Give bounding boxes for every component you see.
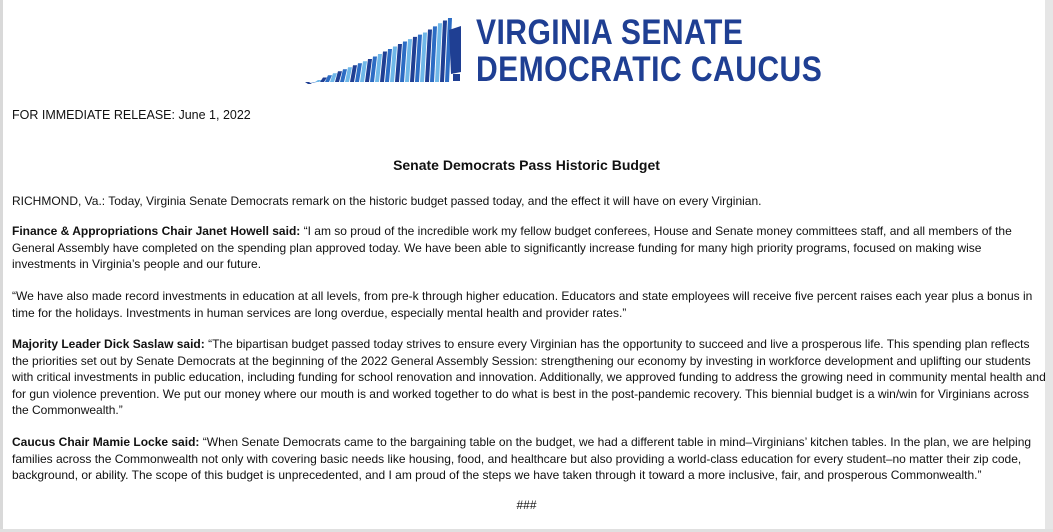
- howell-quote-text: “I am so proud of the incredible work my fellow budget conferees, House and Senate money committees staff, and all members of the General Assembly have completed on the spending plan approved today. We have been able to significantly increase funding for many high priority programs, focused on making wise investments in Virginia’s people and our future.: [12, 224, 1012, 271]
- headline: Senate Democrats Pass Historic Budget: [393, 157, 660, 173]
- logo-stripe: [305, 82, 312, 84]
- intro-paragraph: RICHMOND, Va.: Today, Virginia Senate Democrats remark on the historic budget passed today, and the effect it will have on every Virginian.: [12, 194, 762, 208]
- release-date-line: FOR IMMEDIATE RELEASE: June 1, 2022: [12, 108, 251, 122]
- logo-line-2: DEMOCRATIC CAUCUS: [476, 50, 823, 89]
- speaker-locke: Caucus Chair Mamie Locke said:: [12, 435, 200, 449]
- speaker-howell: Finance & Appropriations Chair Janet Howell said:: [12, 224, 301, 238]
- locke-quote-text: “When Senate Democrats came to the bargaining table on the budget, we had a different table in mind–Virginians’ kitchen tables. In the plan, we are helping families across the Commonwealth not only with covering basic needs like housing, food, and healthcare but also providing a world-class education for every student–no matter their zip code, background, or ability. The scope of this budget is unprecedented, and I am proud of the steps we have taken through it toward a more inclusive, fair, and prosperous Commonwealth.”: [12, 435, 1032, 482]
- howell-quote: [12, 223, 1047, 273]
- virginia-state-outline-icon: [303, 8, 473, 88]
- logo-wordmark: [476, 14, 822, 88]
- window-border-left: [0, 0, 3, 532]
- logo-stripe: [310, 82, 317, 83]
- caucus-logo: [303, 8, 823, 89]
- logo-line-1: VIRGINIA SENATE: [476, 13, 744, 52]
- saslaw-quote-text: “The bipartisan budget passed today strives to ensure every Virginian has the opportunity to succeed and live a prosperous life. This spending plan reflects the priorities set out by Senate Democrats at the beginning of the 2022 General Assembly Session: strengthening our economy by investing in workforce development and uplifting our students with critical investments in public education, including funding for school renovation and innovation. Additionally, we approved funding to address the growing need in community mental health and for gun violence prevention. We put our money where our mouth is and worked together to do what is best in the post-pandemic recovery. This biennial budget is a win/win for Virginians across the Commonwealth.”: [12, 337, 1046, 417]
- locke-quote: [12, 434, 1047, 484]
- howell-quote-continued: “We have also made record investments in education at all levels, from pre-k through higher education. Educators and state employees will receive five percent raises each year plus a bonus in time for the holidays. Investments in human services are long overdue, especially mental health and provider rates.”: [12, 289, 1033, 320]
- end-of-release-mark: ###: [516, 498, 537, 512]
- saslaw-quote: [12, 336, 1047, 419]
- speaker-saslaw: Majority Leader Dick Saslaw said:: [12, 337, 205, 351]
